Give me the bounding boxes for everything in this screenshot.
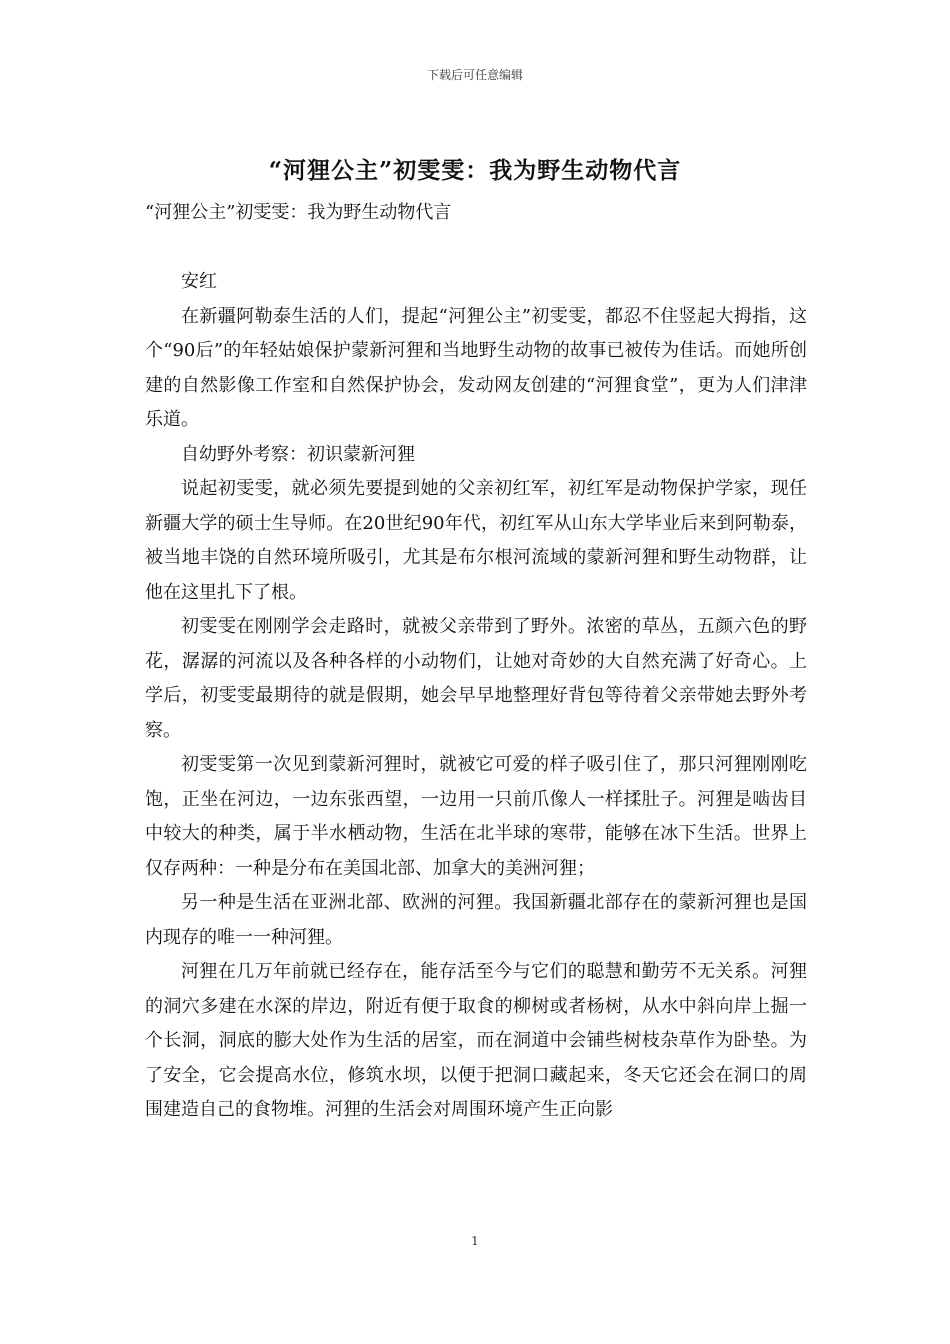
author-name: 安红 — [181, 271, 217, 292]
paragraph: 初雯雯第一次见到蒙新河狸时，就被它可爱的样子吸引住了，那只河狸刚刚吃饱，正坐在河边，一边东张西望，一边用一只前爪像人一样揉肚子。河狸是啮齿目中较大的种类，属于半水栖动物，生活在北半球的寒带，能够在冰下生活。世界上仅存两种：一种是分布在美国北部、加拿大的美洲河狸； — [145, 754, 807, 879]
page-header: 下载后可任意编辑 — [426, 68, 523, 82]
paragraph: 初雯雯在刚刚学会走路时，就被父亲带到了野外。浓密的草丛，五颜六色的野花，潺潺的河流以及各种各样的小动物们，让她对奇妙的大自然充满了好奇心。上学后，初雯雯最期待的就是假期，她会早早地整理好背包等待着父亲带她去野外考察。 — [145, 616, 807, 741]
blank-line — [145, 231, 807, 266]
section-heading: 自幼野外考察：初识蒙新河狸 — [181, 443, 415, 465]
paragraph: 另一种是生活在亚洲北部、欧洲的河狸。我国新疆北部存在的蒙新河狸也是国内现存的唯一一种河狸。 — [145, 892, 807, 948]
page-number: 1 — [471, 1234, 479, 1248]
paragraph: 说起初雯雯，就必须先要提到她的父亲初红军，初红军是动物保护学家，现任新疆大学的硕士生导师。在20世纪90年代，初红军从山东大学毕业后来到阿勒泰，被当地丰饶的自然环境所吸引，尤其是布尔根河流域的蒙新河狸和野生动物群，让他在这里扎下了根。 — [145, 478, 807, 603]
document-title: “河狸公主”初雯雯：我为野生动物代言 — [268, 157, 682, 184]
paragraph: 在新疆阿勒泰生活的人们，提起“河狸公主”初雯雯，都忍不住竖起大拇指，这个“90后”的年轻姑娘保护蒙新河狸和当地野生动物的故事已被传为佳话。而她所创建的自然影像工作室和自然保护协会，发动网友创建的“河狸食堂”，更为人们津津乐道。 — [145, 305, 807, 430]
document-subtitle: “河狸公主”初雯雯：我为野生动物代言 — [145, 202, 452, 223]
paragraph: 河狸在几万年前就已经存在，能存活至今与它们的聪慧和勤劳不无关系。河狸的洞穴多建在水深的岸边，附近有便于取食的柳树或者杨树，从水中斜向岸上掘一个长洞，洞底的膨大处作为生活的居室，而在洞道中会铺些树枝杂草作为卧垫。为了安全，它会提高水位，修筑水坝，以便于把洞口藏起来，冬天它还会在洞口的周围建造自己的食物堆。河狸的生活会对周围环境产生正向影 — [145, 961, 807, 1120]
document-body — [145, 196, 807, 1128]
